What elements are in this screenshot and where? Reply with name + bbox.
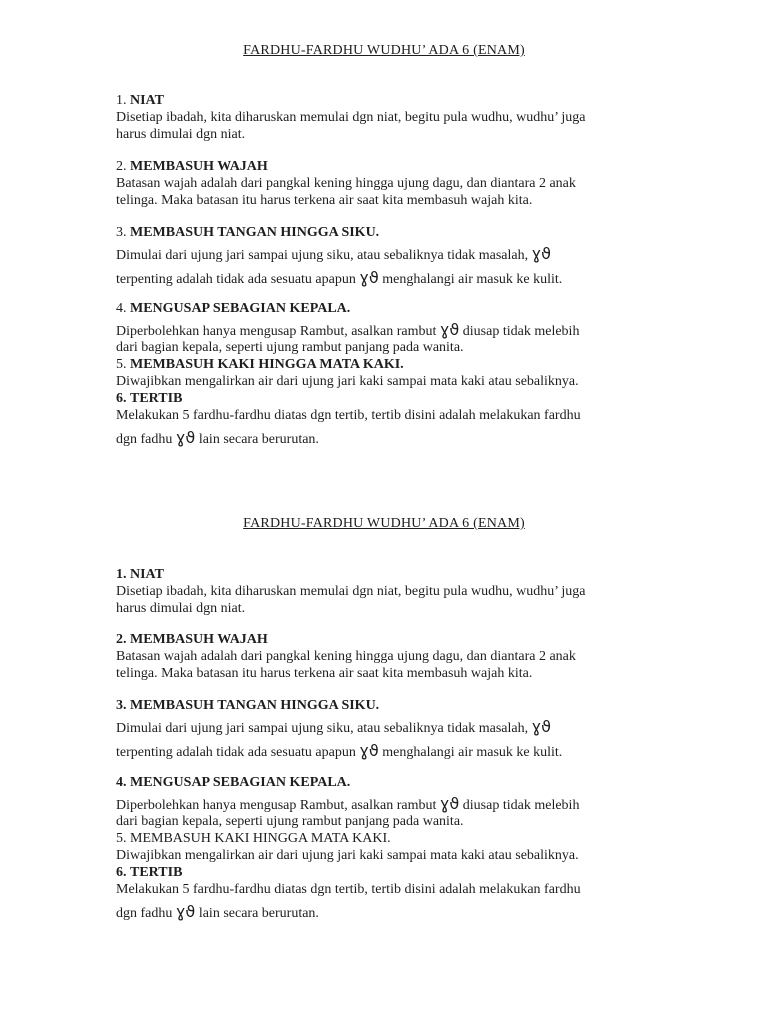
body-text: lain secara berurutan. bbox=[198, 906, 319, 921]
item-body-line: dari bagian kepala, seperti ujung rambut panjang pada wanita. bbox=[116, 340, 464, 355]
item-heading bbox=[116, 300, 350, 317]
item-body-line: Melakukan 5 fardhu-fardhu diatas dgn tertib, tertib disini adalah melakukan fardhu bbox=[116, 408, 581, 423]
item-number: 1. bbox=[116, 93, 127, 108]
item-body-line: Disetiap ibadah, kita diharuskan memulai dgn niat, begitu pula wudhu, wudhu’ juga bbox=[116, 110, 586, 125]
item-heading-text: NIAT bbox=[130, 567, 164, 582]
item-body-line bbox=[116, 269, 562, 288]
body-text: Diperbolehkan hanya mengusap Rambut, asalkan rambut bbox=[116, 324, 437, 339]
item-heading bbox=[116, 158, 268, 175]
item-heading bbox=[116, 697, 379, 714]
item-heading-text: TERTIB bbox=[130, 391, 183, 406]
item-heading-text: MEMBASUH KAKI HINGGA MATA KAKI. bbox=[130, 831, 391, 846]
item-body-line bbox=[116, 245, 551, 264]
item-number: 3. bbox=[116, 698, 127, 713]
body-text: terpenting adalah tidak ada sesuatu apapun bbox=[116, 272, 356, 287]
document-title: FARDHU-FARDHU WUDHU’ ADA 6 (ENAM) bbox=[243, 43, 525, 58]
item-number: 4. bbox=[116, 301, 127, 316]
body-text: Diperbolehkan hanya mengusap Rambut, asalkan rambut bbox=[116, 798, 437, 813]
item-heading-text: MEMBASUH KAKI HINGGA MATA KAKI. bbox=[130, 357, 404, 372]
yg-abbreviation: ɣϑ bbox=[175, 428, 196, 447]
body-text: lain secara berurutan. bbox=[198, 432, 319, 447]
yg-abbreviation: ɣϑ bbox=[439, 320, 460, 339]
body-text: Dimulai dari ujung jari sampai ujung siku, atau sebaliknya tidak masalah, bbox=[116, 248, 529, 263]
item-heading-text: MEMBASUH WAJAH bbox=[130, 159, 268, 174]
yg-abbreviation: ɣϑ bbox=[359, 268, 379, 287]
item-body-line bbox=[116, 718, 551, 737]
document-title: FARDHU-FARDHU WUDHU’ ADA 6 (ENAM) bbox=[243, 516, 525, 531]
item-heading bbox=[116, 864, 182, 881]
item-heading-text: NIAT bbox=[130, 93, 164, 108]
body-text: menghalangi air masuk ke kulit. bbox=[382, 745, 563, 760]
item-heading-text: TERTIB bbox=[130, 865, 183, 880]
item-heading bbox=[116, 92, 164, 109]
yg-abbreviation: ɣϑ bbox=[175, 902, 196, 921]
yg-abbreviation: ɣϑ bbox=[531, 244, 552, 263]
item-body-line: Disetiap ibadah, kita diharuskan memulai dgn niat, begitu pula wudhu, wudhu’ juga bbox=[116, 584, 586, 599]
item-number: 6. bbox=[116, 391, 127, 406]
item-heading bbox=[116, 356, 404, 373]
body-text: menghalangi air masuk ke kulit. bbox=[382, 272, 563, 287]
item-number: 2. bbox=[116, 632, 127, 647]
body-text: Dimulai dari ujung jari sampai ujung siku, atau sebaliknya tidak masalah, bbox=[116, 721, 529, 736]
item-body-line: Diwajibkan mengalirkan air dari ujung jari kaki sampai mata kaki atau sebaliknya. bbox=[116, 374, 579, 389]
item-body-line bbox=[116, 321, 579, 340]
item-heading bbox=[116, 390, 182, 407]
item-number: 3. bbox=[116, 225, 127, 240]
item-body-line: Batasan wajah adalah dari pangkal kening hingga ujung dagu, dan diantara 2 anak bbox=[116, 649, 576, 664]
item-heading bbox=[116, 774, 350, 791]
item-heading-text: MEMBASUH TANGAN HINGGA SIKU. bbox=[130, 225, 380, 240]
item-number: 5. bbox=[116, 831, 127, 846]
item-heading-text: MEMBASUH TANGAN HINGGA SIKU. bbox=[130, 698, 380, 713]
item-heading bbox=[116, 224, 379, 241]
yg-abbreviation: ɣϑ bbox=[359, 741, 379, 760]
yg-abbreviation: ɣϑ bbox=[439, 794, 460, 813]
item-body-line: harus dimulai dgn niat. bbox=[116, 127, 246, 142]
item-body-line bbox=[116, 903, 319, 922]
item-body-line: dari bagian kepala, seperti ujung rambut panjang pada wanita. bbox=[116, 814, 464, 829]
body-text: diusap tidak melebih bbox=[462, 798, 580, 813]
item-body-line: telinga. Maka batasan itu harus terkena air saat kita membasuh wajah kita. bbox=[116, 666, 533, 681]
item-body-line bbox=[116, 795, 579, 814]
item-body-line bbox=[116, 429, 319, 448]
body-text: dgn fadhu bbox=[116, 432, 173, 447]
item-number: 4. bbox=[116, 775, 127, 790]
item-number: 1. bbox=[116, 567, 127, 582]
body-text: terpenting adalah tidak ada sesuatu apapun bbox=[116, 745, 356, 760]
item-heading-text: MENGUSAP SEBAGIAN KEPALA. bbox=[130, 775, 351, 790]
item-body-line bbox=[116, 742, 562, 761]
body-text: diusap tidak melebih bbox=[462, 324, 580, 339]
item-heading bbox=[116, 566, 164, 583]
item-number: 5. bbox=[116, 357, 127, 372]
yg-abbreviation: ɣϑ bbox=[531, 717, 552, 736]
item-heading bbox=[116, 830, 391, 847]
item-body-line: Diwajibkan mengalirkan air dari ujung jari kaki sampai mata kaki atau sebaliknya. bbox=[116, 848, 579, 863]
item-heading-text: MEMBASUH WAJAH bbox=[130, 632, 268, 647]
item-number: 2. bbox=[116, 159, 127, 174]
item-body-line: harus dimulai dgn niat. bbox=[116, 601, 246, 616]
item-body-line: Melakukan 5 fardhu-fardhu diatas dgn tertib, tertib disini adalah melakukan fardhu bbox=[116, 882, 581, 897]
item-heading-text: MENGUSAP SEBAGIAN KEPALA. bbox=[130, 301, 351, 316]
item-heading bbox=[116, 631, 268, 648]
body-text: dgn fadhu bbox=[116, 906, 173, 921]
item-number: 6. bbox=[116, 865, 127, 880]
item-body-line: Batasan wajah adalah dari pangkal kening hingga ujung dagu, dan diantara 2 anak bbox=[116, 176, 576, 191]
item-body-line: telinga. Maka batasan itu harus terkena air saat kita membasuh wajah kita. bbox=[116, 193, 533, 208]
